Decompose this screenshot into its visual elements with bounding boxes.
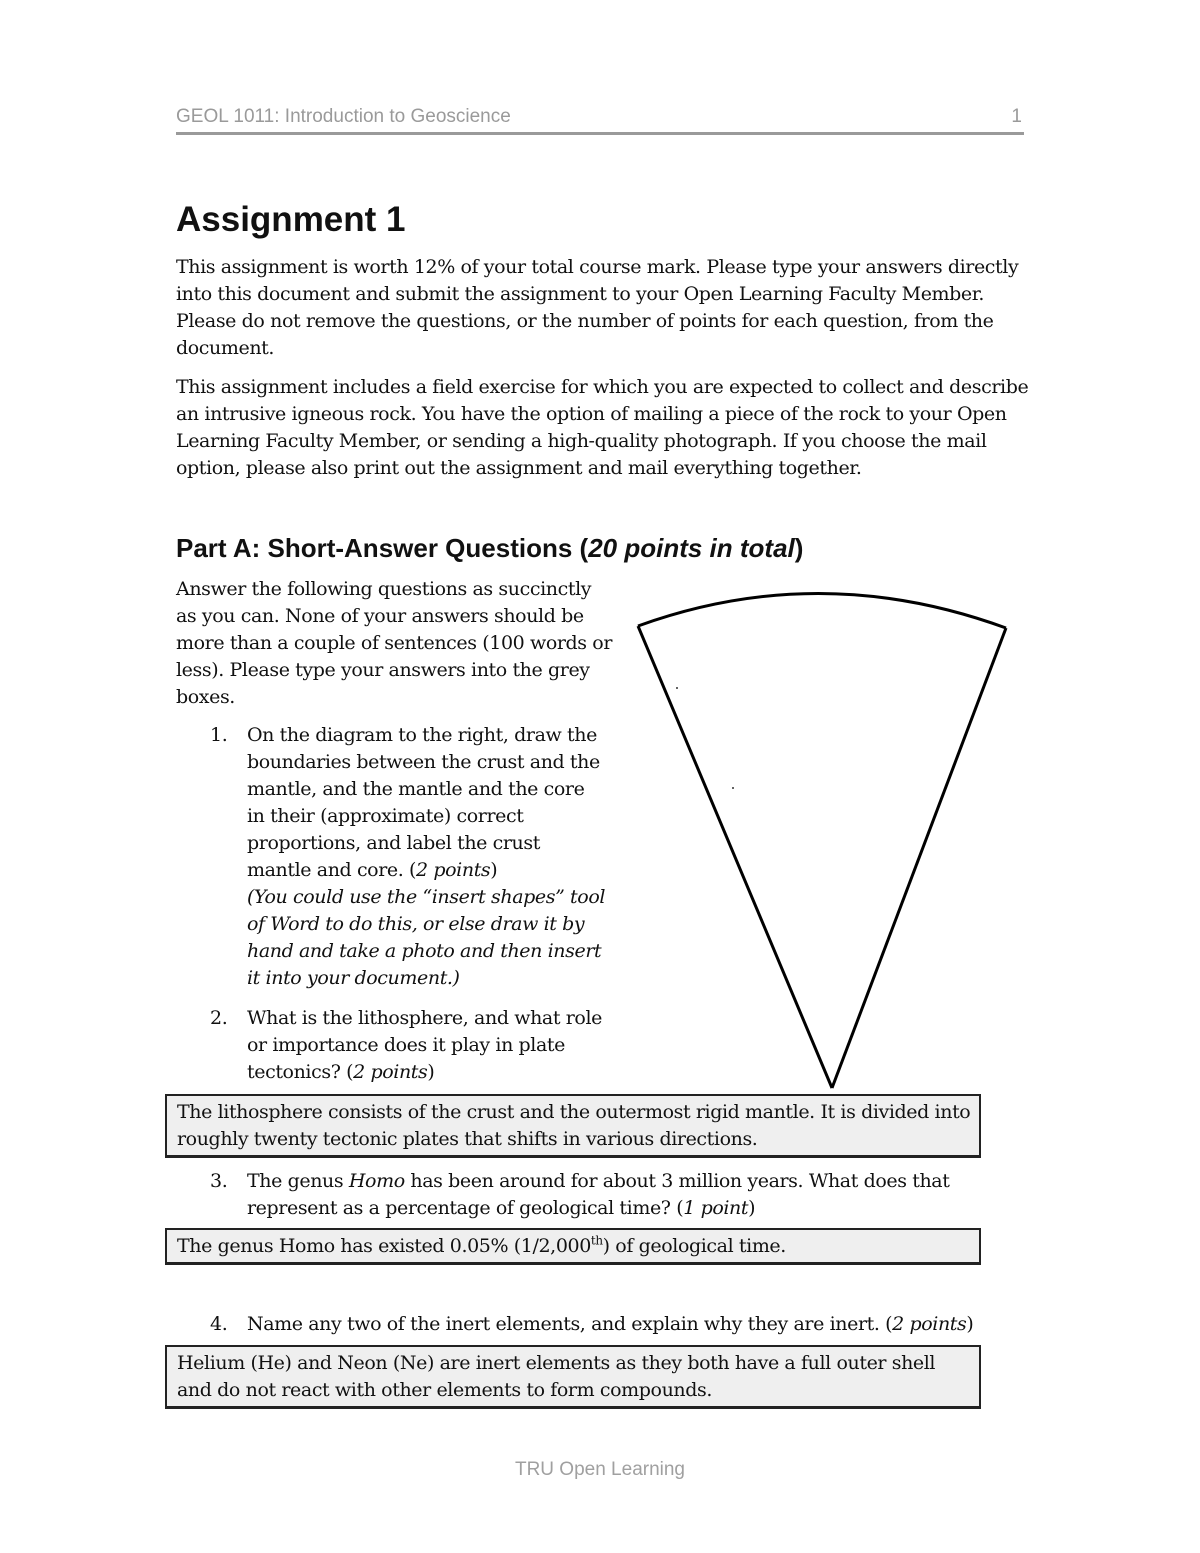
page-header [176,106,1024,135]
question-number: 2. [210,1007,228,1029]
wedge-right-edge [832,628,1006,1088]
question-number: 1. [210,724,228,746]
answer-box-2[interactable]: The lithosphere consists of the crust and the outermost rigid mantle. It is divided into roughly twenty tectonic plates that shifts in various directions. [165,1094,981,1158]
stray-dot [732,787,734,789]
question-points: 2 points [416,859,491,881]
stray-dot [676,687,678,689]
question-number: 4. [210,1313,228,1335]
question-text: The genus Homo has been around for about 3 million years. What does that represent as a percentage of geological time? (1 point) [247,1170,950,1219]
question-number: 3. [210,1170,228,1192]
genus-name: Homo [348,1170,405,1192]
answer-box-3[interactable]: The genus Homo has existed 0.05% (1/2,000th) of geological time. [165,1228,981,1265]
question-points: 2 points [892,1313,967,1335]
intro-paragraph-2: This assignment includes a field exercise for which you are expected to collect and describe an intrusive igneous rock. You have the option of mailing a piece of the rock to your Open Learning Faculty Member, or sending a high-quality photograph. If you choose the mail option, please also print out the assignment and mail everything together. [176,376,1029,479]
course-title: GEOL 1011: Introduction to Geoscience [176,106,511,127]
question-text: On the diagram to the right, draw the boundaries between the crust and the mantle, and the mantle and the core in their (approximate) correct proportions, and label the crust mantle and core. (2 points) (You could use the “insert shapes” tool of Word to do this, or else draw it by hand and take a photo and then insert it into your document.) [247,724,606,989]
wedge-surface-arc [638,593,1006,628]
page-number: 1 [1011,106,1022,127]
question-points: 1 point [683,1197,749,1219]
intro-paragraph-1: This assignment is worth 12% of your total course mark. Please type your answers directly into this document and submit the assignment to your Open Learning Faculty Member. Please do not remove the questions, or the number of points for each question, from the document. [176,256,1019,359]
question-note: (You could use the “insert shapes” tool of Word to do this, or else draw it by hand and take a photo and then insert it into your document.) [247,886,606,989]
part-a-points: 20 points in total [588,533,795,563]
question-text: What is the lithosphere, and what role or importance does it play in plate tectonics? (2 points) [247,1007,602,1083]
question-points: 2 points [353,1061,428,1083]
question-text: Name any two of the inert elements, and explain why they are inert. (2 points) [247,1313,974,1335]
ordinal-suffix: th [590,1233,603,1248]
wedge-left-edge [638,626,832,1088]
part-a-instructions: Answer the following questions as succinctly as you can. None of your answers should be more than a couple of sentences (100 words or less). Please type your answers into the grey boxes. [176,578,613,708]
part-a-heading: Part A: Short-Answer Questions (20 points in total) [176,533,804,563]
page-footer: TRU Open Learning [514,1459,686,1480]
answer-box-4[interactable]: Helium (He) and Neon (Ne) are inert elements as they both have a full outer shell and do not react with other elements to form compounds. [165,1345,981,1409]
assignment-title: Assignment 1 [176,200,406,239]
earth-wedge-diagram[interactable] [600,560,1020,1100]
